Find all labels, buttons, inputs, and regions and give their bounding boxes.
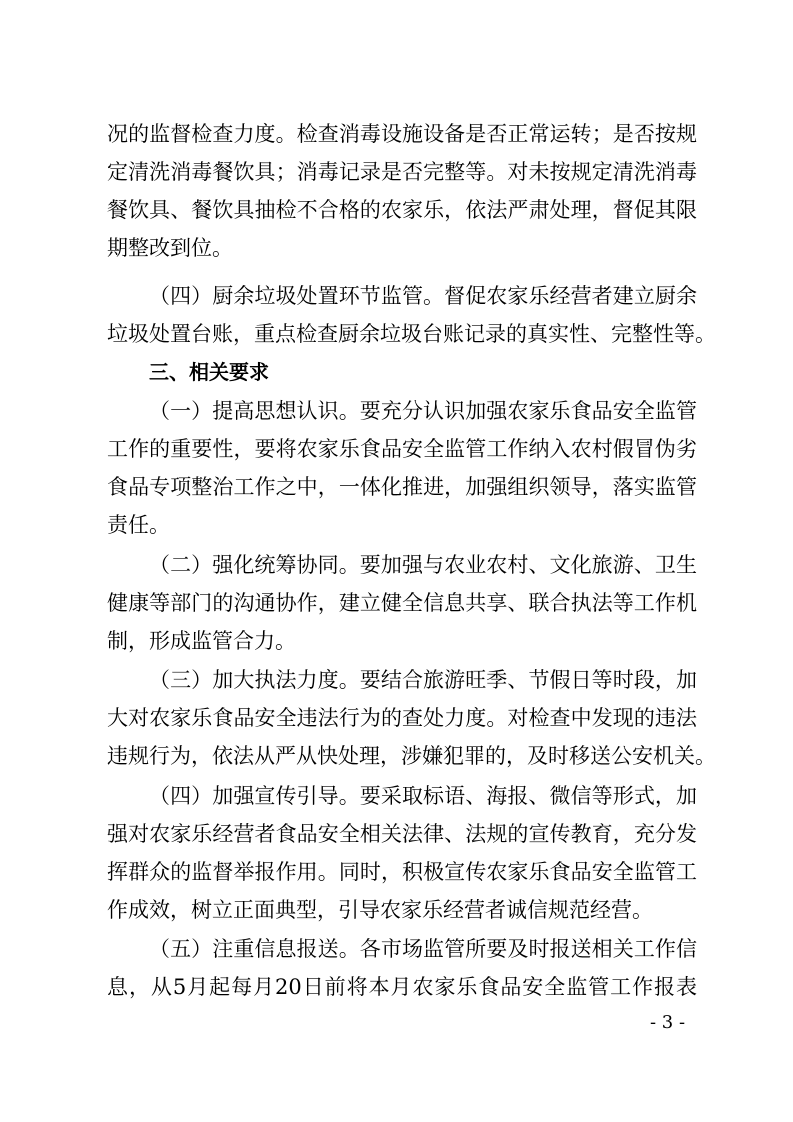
text-line: 作成效，树立正面典型，引导农家乐经营者诚信规范经营。 [107, 898, 653, 922]
page-number: - 3 - [650, 1012, 686, 1033]
text-line: 挥群众的监督举报作用。同时，积极宣传农家乐食品安全监管工 [107, 860, 697, 884]
text-line: （一）提高思想认识。要充分认识加强农家乐食品安全监管 [149, 399, 697, 423]
text-line: 况的监督检查力度。检查消毒设施设备是否正常运转；是否按规 [107, 122, 697, 146]
text-line: （四）加强宣传引导。要采取标语、海报、微信等形式，加 [149, 784, 697, 808]
text-line: 垃圾处置台账，重点检查厨余垃圾台账记录的真实性、完整性等。 [107, 322, 716, 346]
text-line: 责任。 [107, 513, 170, 537]
text-line: （二）强化统筹协同。要加强与农业农村、文化旅游、卫生 [149, 553, 697, 577]
text-line: 健康等部门的沟通协作，建立健全信息共享、联合执法等工作机 [107, 591, 697, 615]
text-line: 食品专项整治工作之中，一体化推进，加强组织领导，落实监管 [107, 475, 697, 499]
text-line: （五）注重信息报送。各市场监管所要及时报送相关工作信 [149, 937, 697, 961]
text-line: （四）厨余垃圾处置环节监管。督促农家乐经营者建立厨余 [149, 284, 697, 308]
paragraph-reporting [107, 930, 697, 1006]
text-line: 强对农家乐经营者食品安全相关法律、法规的宣传教育，充分发 [107, 822, 697, 846]
text-line: 餐饮具、餐饮具抽检不合格的农家乐，依法严肃处理，督促其限 [107, 198, 697, 222]
text-line: 制，形成监管合力。 [107, 629, 296, 653]
text-line: 工作的重要性，要将农家乐食品安全监管工作纳入农村假冒伪劣 [107, 437, 697, 461]
text-line: 违规行为，依法从严从快处理，涉嫌犯罪的，及时移送公安机关。 [107, 744, 716, 768]
paragraph-coordination [107, 546, 697, 660]
paragraph-publicity [107, 777, 697, 929]
text-line: 定清洗消毒餐饮具；消毒记录是否完整等。对未按规定清洗消毒 [107, 160, 697, 184]
paragraph-kitchen-waste [107, 277, 716, 353]
section-heading-requirements [107, 353, 697, 391]
paragraph-disinfection-check [107, 115, 697, 267]
paragraph-awareness [107, 392, 697, 544]
text-line: 息，从5月起每月20日前将本月农家乐食品安全监管工作报表 [107, 975, 697, 999]
paragraph-enforcement [107, 661, 716, 775]
section-heading: 三、相关要求 [149, 360, 269, 384]
text-line: 大对农家乐食品安全违法行为的查处力度。对检查中发现的违法 [107, 706, 697, 730]
text-line: （三）加大执法力度。要结合旅游旺季、节假日等时段，加 [149, 668, 697, 692]
text-line: 期整改到位。 [107, 236, 233, 260]
